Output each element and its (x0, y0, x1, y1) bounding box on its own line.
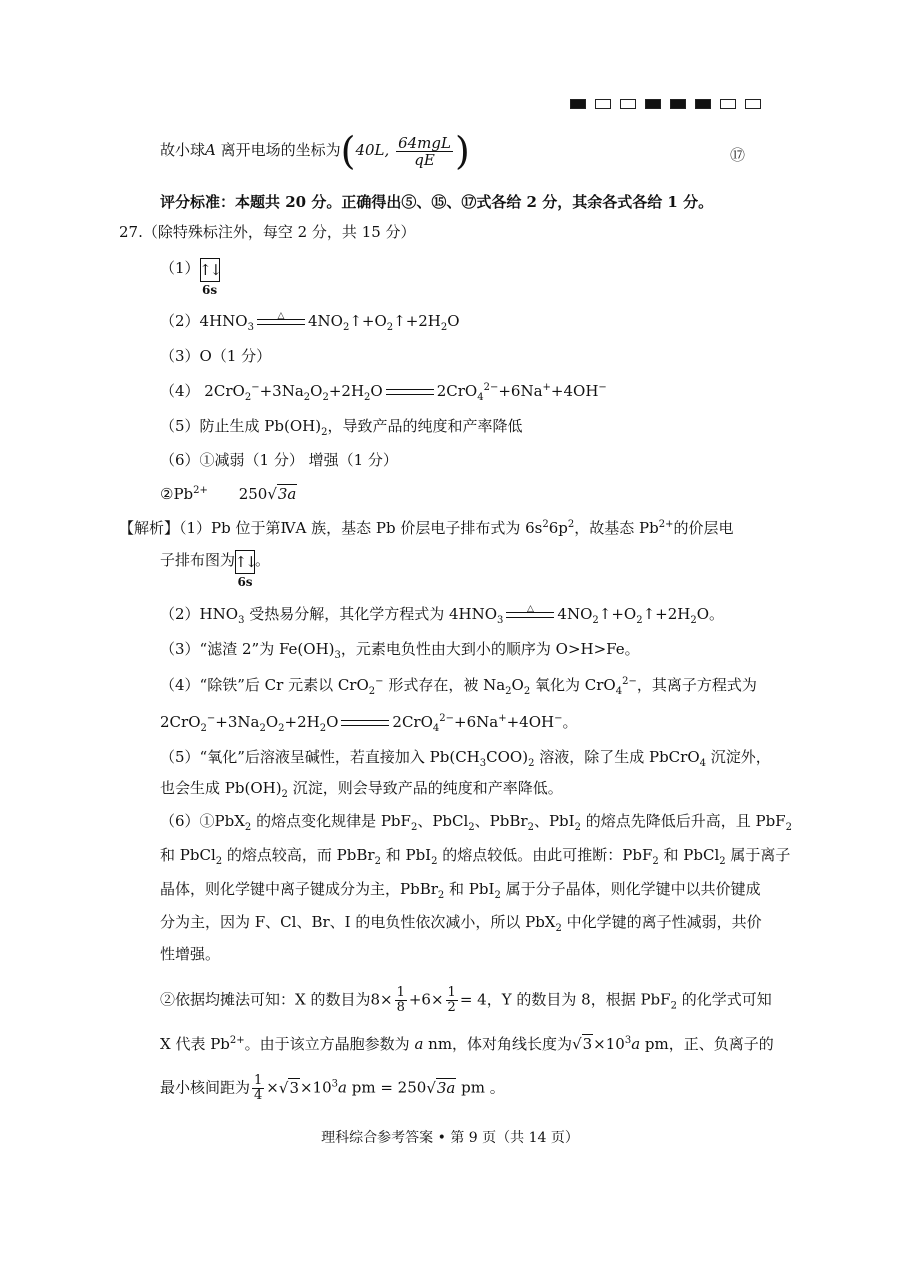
mark (595, 99, 611, 109)
answer-2: $(2)4HNO_3$ △ $4NO_2↑+O_2↑+2H_2O$ (160, 311, 460, 333)
answer-4: （4） $2CrO_2^-+3Na_2O_2+2H_2O$ 2CrO$_4^{2-}$+6Na++4OH− (160, 382, 607, 403)
page-footer: 理科综合参考答案 • 第 9 页（共 14 页） (321, 1130, 579, 1146)
mark (720, 99, 736, 109)
mark (570, 99, 586, 109)
answer-1: （1） ↑↓ 6s (160, 259, 221, 297)
q27-title: 27.（除特殊标注外，每空 2 分，共 15 分） (119, 223, 416, 241)
analysis-line-15: X 代表 $Pb^{2+}$。由于该立方晶胞参数为 a nm，体对角线长度为$√3\times 10^3a$ pm，正、负离子的 (160, 1035, 774, 1053)
mark (745, 99, 761, 109)
coord-line: 故小球A 离开电场的坐标为(40L, $\frac{\text{64mgL}}{qE}$ ) (160, 129, 470, 173)
answer-5: （5）防止生成 $Pb(OH)_2$，导致产品的纯度和产率降低 (160, 417, 523, 438)
answer-3: （3）O（1 分） (160, 347, 272, 365)
orbital-diagram: ↑↓ 6s (235, 550, 255, 590)
analysis-line-8: 也会生成 $Pb(OH)_2$ 沉淀，则会导致产品的纯度和产率降低。 (160, 779, 563, 800)
analysis-line-14: ②依据均摊法可知：X 的数目为8× $\frac{1}{8}$ +6× $\frac{1}{2}$ = 4，Y 的数目为 8，根据 PbF$_2$ 的化学式可知 (160, 985, 772, 1015)
analysis-line-12: 分为主，因为 F、Cl、Br、I 的电负性依次减小，所以 PbX$_2$ 中化学键的离子性减弱，共价 (160, 913, 762, 934)
mark (620, 99, 636, 109)
page-marks (570, 99, 761, 109)
analysis-line-2: 子排布图为 ↑↓ 6s 。 (160, 551, 271, 589)
analysis-line-6: $2CrO_2^-+3Na_2O_2+2H_2O$ 2CrO$_4^{2-}$+6Na++4OH−。 (160, 713, 578, 734)
grading-standard: 评分标准：本题共 20 分。正确得出⑤、⑮、⑰式各给 2 分，其余各式各给 1 分。 (160, 193, 714, 211)
answer-6-2: $②Pb^{2+}$ 250√3a (160, 485, 297, 503)
answer-6-1: （6）①减弱（1 分） 增强（1 分） (160, 451, 398, 469)
mark (695, 99, 711, 109)
mark (645, 99, 661, 109)
analysis-line-3: $(2)HNO_3$ 受热易分解，其化学方程式为 $4HNO_3$ △ $4NO_2↑+O_2↑+2H_2O$。 (160, 604, 725, 626)
analysis-line-7: （5）“氧化”后溶液呈碱性，若直接加入 $Pb(CH_3COO)_2$ 溶液，除了生成 PbCrO$_4$ 沉淀外， (160, 748, 771, 769)
analysis-line-13: 性增强。 (160, 945, 221, 963)
eq-number: ⑰ (730, 146, 746, 164)
analysis-line-9: （6）①PbX$_2$ 的熔点变化规律是 PbF$_2$、PbCl$_2$、PbBr$_2$、PbI$_2$ 的熔点先降低后升高，且 PbF$_2$ (160, 812, 792, 833)
mark (670, 99, 686, 109)
analysis-line-4: （3）“滤渣 2”为 $Fe(OH)_3$，元素电负性由大到小的顺序为 O>H>Fe。 (160, 640, 640, 661)
coord-fraction: $\frac{\text{64mgL}}{qE}$ (398, 133, 451, 169)
analysis-line-1: 【解析】（1）Pb 位于第ⅣA 族，基态 Pb 价层电子排布式为 $6s^26p^2$，故基态 $Pb^{2+}$的价层电 (119, 519, 734, 537)
analysis-line-16: 最小核间距为 $\frac{1}{4}$ $\times√3\times 10^3a$ pm = 250√3a pm 。 (160, 1073, 505, 1103)
analysis-line-10: 和 PbCl$_2$ 的熔点较高，而 PbBr$_2$ 和 PbI$_2$ 的熔点较低。由此可推断：PbF$_2$ 和 PbCl$_2$ 属于离子 (160, 846, 791, 867)
orbital-diagram: ↑↓ 6s (200, 258, 220, 298)
analysis-line-5: （4）“除铁”后 Cr 元素以 CrO$_2$− 形式存在，被 $Na_2O_2$ 氧化为 CrO$_4^{2-}$，其离子方程式为 (160, 676, 757, 697)
analysis-line-11: 晶体，则化学键中离子键成分为主，PbBr$_2$ 和 PbI$_2$ 属于分子晶体，则化学键中以共价键成 (160, 880, 761, 901)
